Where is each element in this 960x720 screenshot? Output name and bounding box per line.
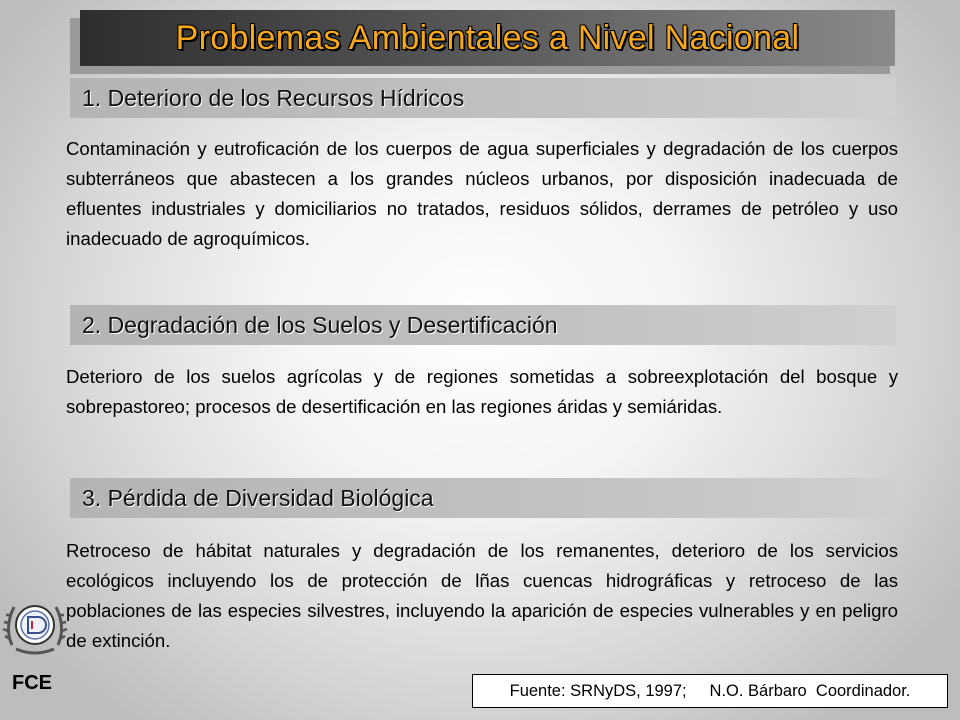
section-paragraph-3: Retroceso de hábitat naturales y degradación de los remanentes, deterioro de los servicios ecológicos incluyendo los de protección de lñas cuencas hidrográficas y retroceso de las poblaciones de las especies silvestres, incluyendo la aparición de especies vulnerables y en peligro de extinción.: [66, 540, 898, 651]
section-heading-1-text: 1. Deterioro de los Recursos Hídricos: [82, 84, 465, 111]
section-paragraph-2: Deterioro de los suelos agrícolas y de regiones sometidas a sobreexplotación del bosque y sobrepastoreo; procesos de desertificación en las regiones áridas y semiáridas.: [66, 366, 898, 417]
section-paragraph-1: Contaminación y eutroficación de los cuerpos de agua superficiales y degradación de los cuerpos subterráneos que abastecen a los grandes núcleos urbanos, por disposición inadecuada de efluentes industriales y domiciliarios no tratados, residuos sólidos, derrames de petróleo y uso inadecuado de agroquímicos.: [66, 138, 898, 249]
title-banner: [80, 10, 895, 66]
university-seal-icon: [2, 593, 68, 659]
page-title: Problemas Ambientales a Nivel Nacional: [175, 18, 800, 57]
section-heading-2: [70, 305, 896, 345]
section-heading-3: [70, 478, 896, 518]
section-heading-3-text: 3. Pérdida de Diversidad Biológica: [82, 484, 434, 511]
faculty-label: FCE: [12, 672, 52, 694]
section-heading-1: [70, 78, 896, 118]
source-citation: Fuente: SRNyDS, 1997; N.O. Bárbaro Coordinador.: [472, 674, 948, 708]
section-heading-2-text: 2. Degradación de los Suelos y Desertificación: [82, 311, 558, 338]
